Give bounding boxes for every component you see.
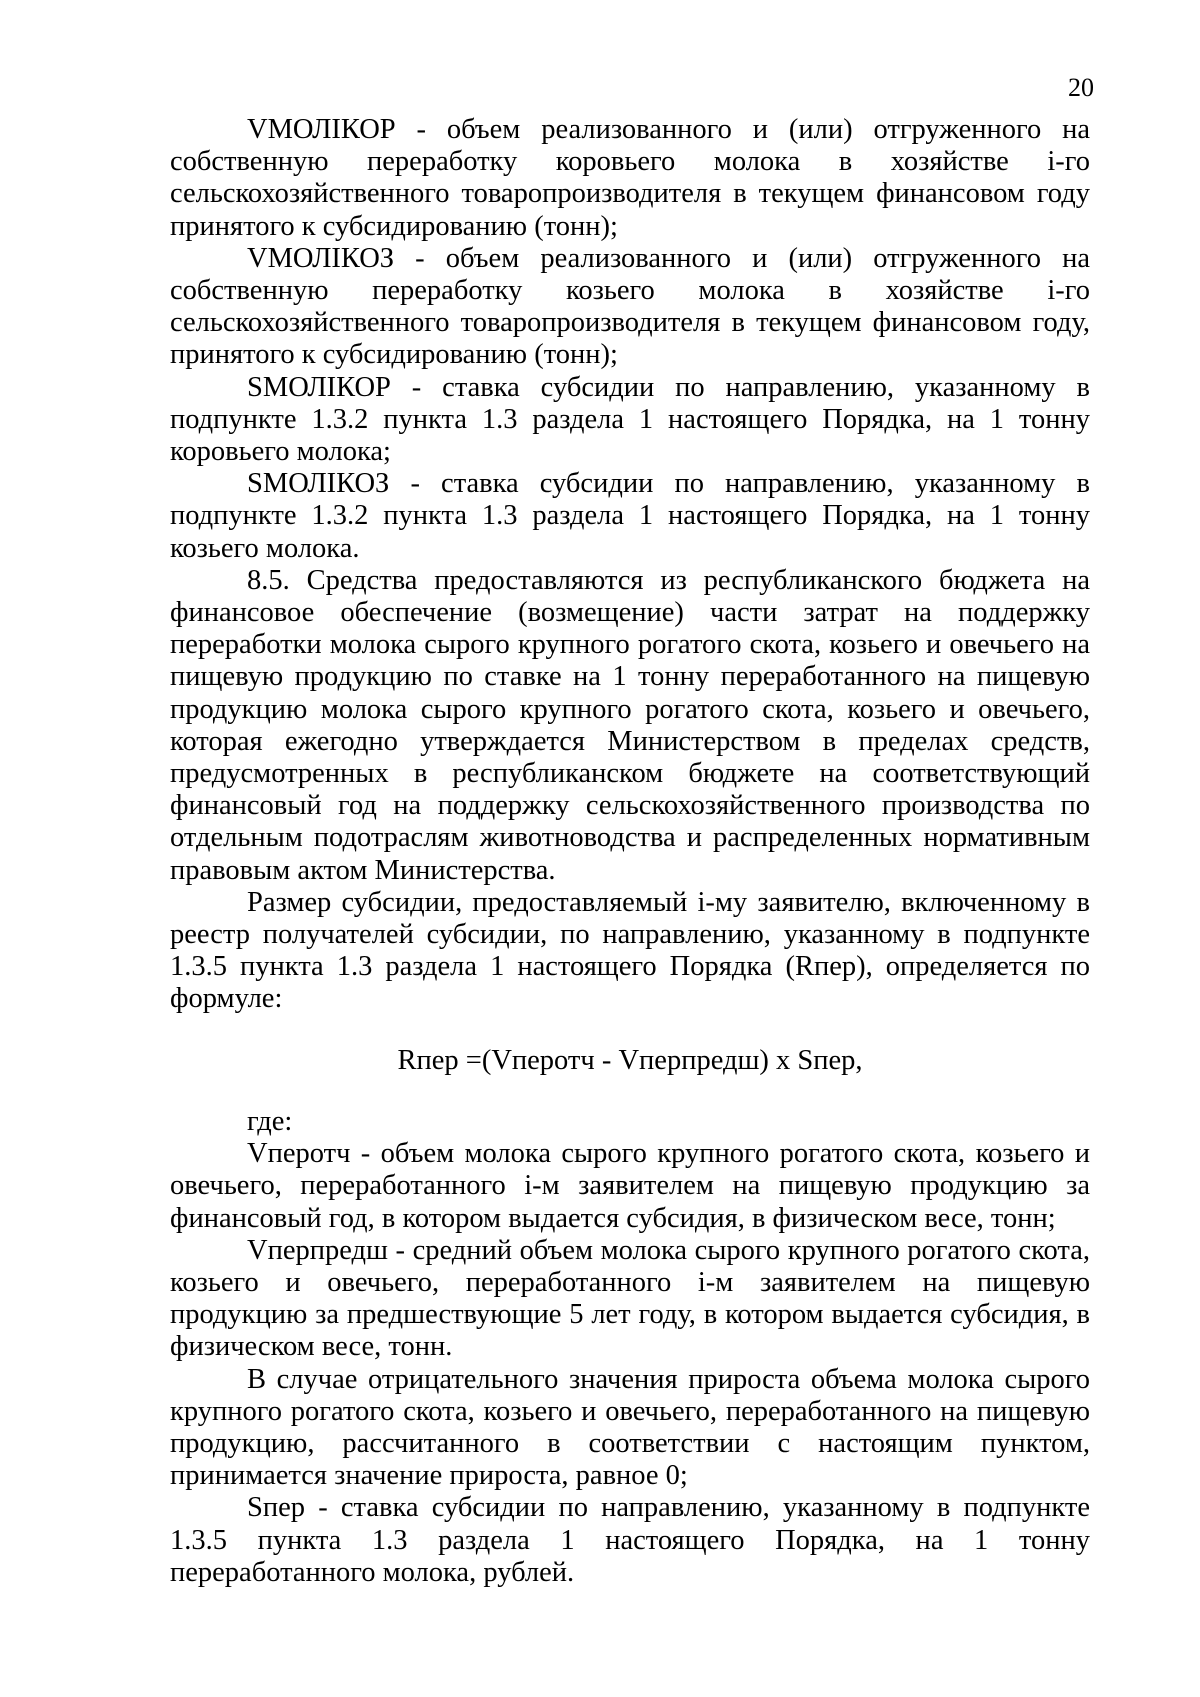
paragraph-vmolikoz: VМОЛIКОЗ - объем реализованного и (или) отгруженного на собственную переработку козьего молока в хозяйстве i-го сельскохозяйственного товаропроизводителя в текущем финансовом году, принятого к субсидированию (тонн); [170,242,1090,371]
paragraph-subsidy-size: Размер субсидии, предоставляемый i-му заявителю, включенному в реестр получателей субсидии, по направлению, указанному в подпункте 1.3.5 пункта 1.3 раздела 1 настоящего Порядка (Rпер), определяется по формуле: [170,886,1090,1015]
paragraph-vperotch: Vперотч - объем молока сырого крупного рогатого скота, козьего и овечьего, переработанного i-м заявителем на пищевую продукцию за финансовый год, в котором выдается субсидия, в физическом весе, тонн; [170,1138,1090,1234]
paragraph-sper: Sпер - ставка субсидии по направлению, указанному в подпункте 1.3.5 пункта 1.3 раздела 1 настоящего Порядка, на 1 тонну переработанного молока, рублей. [170,1492,1090,1588]
paragraph-section-8-5: 8.5. Средства предоставляются из республиканского бюджета на финансовое обеспечение (возмещение) части затрат на поддержку переработки молока сырого крупного рогатого скота, козьего и овечьего на пищевую продукцию по ставке на 1 тонну переработанного на пищевую продукцию молока сырого крупного рогатого скота, козьего и овечьего, которая ежегодно утверждается Министерством в пределах средств, предусмотренных в республиканском бюджете на соответствующий финансовый год на поддержку сельскохозяйственного производства по отдельным подотраслям животноводства и распределенных нормативным правовым актом Министерства. [170,564,1090,886]
paragraph-smolikor: SМОЛIКОР - ставка субсидии по направлению, указанному в подпункте 1.3.2 пункта 1.3 раздела 1 настоящего Порядка, на 1 тонну коровьего молока; [170,371,1090,468]
document-body [170,114,1090,1589]
page-number: 20 [1068,73,1094,102]
paragraph-smolikoz: SМОЛIКОЗ - ставка субсидии по направлению, указанному в подпункте 1.3.2 пункта 1.3 раздела 1 настоящего Порядка, на 1 тонну козьего молока. [170,468,1090,564]
paragraph-vmolikor: VМОЛIКОР - объем реализованного и (или) отгруженного на собственную переработку коровьего молока в хозяйстве i-го сельскохозяйственного товаропроизводителя в текущем финансовом году принятого к субсидированию (тонн); [170,114,1090,242]
formula: Rпер =(Vперотч - Vперпредш) х Sпер, [397,1044,863,1076]
paragraph-where: где: [247,1105,293,1137]
paragraph-negative-growth: В случае отрицательного значения прироста объема молока сырого крупного рогатого скота, козьего и овечьего, переработанного на пищевую продукцию, рассчитанного в соответствии с настоящим пунктом, принимается значение прироста, равное 0; [170,1363,1090,1492]
paragraph-vperpredsh: Vперпредш - средний объем молока сырого крупного рогатого скота, козьего и овечьего, переработанного i-м заявителем на пищевую продукцию за предшествующие 5 лет году, в котором выдается субсидия, в физическом весе, тонн. [170,1234,1090,1363]
